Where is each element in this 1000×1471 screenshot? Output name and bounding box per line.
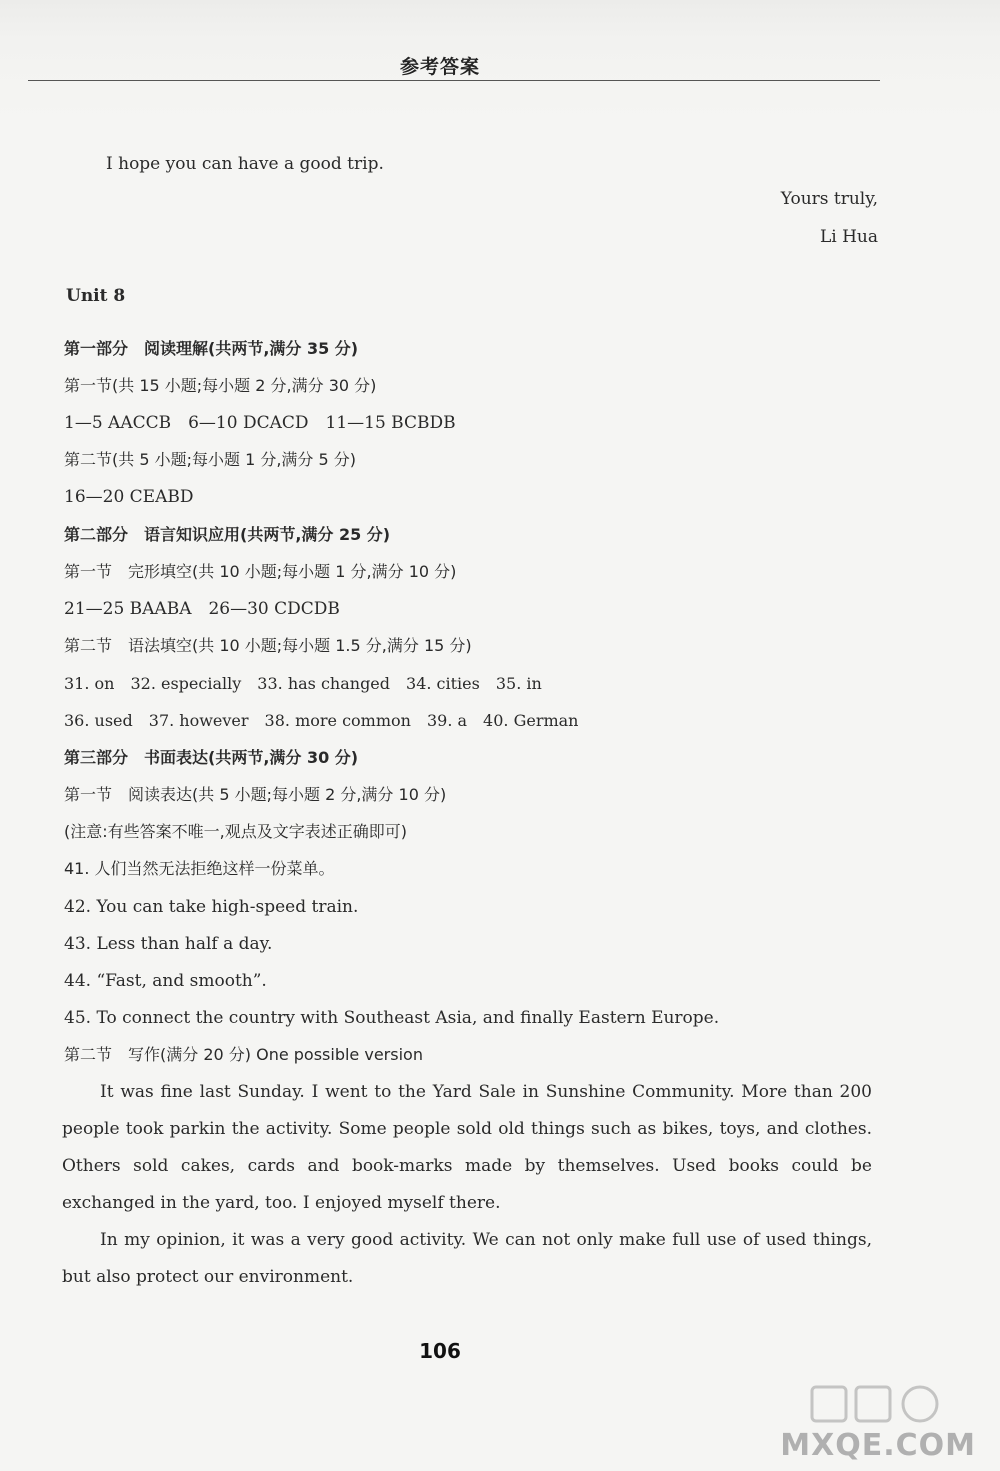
part3-note: (注意:有些答案不唯一,观点及文字表述正确即可) xyxy=(64,822,407,841)
part1-section1-answers: 1—5 AACCB 6—10 DCACD 11—15 BCBDB xyxy=(64,413,456,433)
part2-section1-heading: 第一节 完形填空(共 10 小题;每小题 1 分,满分 10 分) xyxy=(64,562,457,581)
part1-section2-heading: 第二节(共 5 小题;每小题 1 分,满分 5 分) xyxy=(64,450,357,469)
watermark-text: MXQE.COM xyxy=(780,1428,976,1463)
part3-heading: 第三部分 书面表达(共两节,满分 30 分) xyxy=(64,748,359,767)
page-number: 106 xyxy=(419,1339,461,1363)
part2-heading: 第二部分 语言知识应用(共两节,满分 25 分) xyxy=(64,525,391,544)
part1-section2-answers: 16—20 CEABD xyxy=(64,487,194,507)
part2-section2-heading: 第二节 语法填空(共 10 小题;每小题 1.5 分,满分 15 分) xyxy=(64,636,472,655)
essay-paragraph-2: In my opinion, it was a very good activity. We can not only make full use of used things, but also protect our environment. xyxy=(62,1230,872,1287)
part1-heading: 第一部分 阅读理解(共两节,满分 35 分) xyxy=(64,339,359,358)
page-header-title: 参考答案 xyxy=(399,56,480,78)
part2-section1-answers: 21—25 BAABA 26—30 CDCDB xyxy=(64,599,340,619)
part3-section1-heading: 第一节 阅读表达(共 5 小题;每小题 2 分,满分 10 分) xyxy=(64,785,447,804)
letter-closing-line: I hope you can have a good trip. xyxy=(106,154,384,174)
part2-section2-answers-row2: 36. used 37. however 38. more common 39. a 40. German xyxy=(64,711,579,730)
essay-paragraph-1: It was fine last Sunday. I went to the Yard Sale in Sunshine Community. More than 200 people took parkin the activity. Some people sold old things such as bikes, toys, and clothes. Others sold cakes, cards and book-marks made by themselves. Used books could be exchanged in the yard, too. I enjoyed myself there. xyxy=(62,1082,872,1213)
unit-title: Unit 8 xyxy=(66,286,126,306)
answer-44: 44. “Fast, and smooth”. xyxy=(64,971,267,991)
answer-43: 43. Less than half a day. xyxy=(64,934,273,954)
part3-section2-heading: 第二节 写作(满分 20 分) One possible version xyxy=(64,1045,423,1064)
answer-42: 42. You can take high-speed train. xyxy=(64,897,359,917)
header-divider xyxy=(28,80,880,81)
part2-section2-answers-row1: 31. on 32. especially 33. has changed 34. cities 35. in xyxy=(64,674,542,693)
part1-section1-heading: 第一节(共 15 小题;每小题 2 分,满分 30 分) xyxy=(64,376,377,395)
letter-signoff: Yours truly, xyxy=(780,189,878,209)
answer-41: 41. 人们当然无法拒绝这样一份菜单。 xyxy=(64,859,335,878)
answer-45: 45. To connect the country with Southeast Asia, and finally Eastern Europe. xyxy=(64,1008,720,1028)
letter-signature: Li Hua xyxy=(819,227,878,247)
